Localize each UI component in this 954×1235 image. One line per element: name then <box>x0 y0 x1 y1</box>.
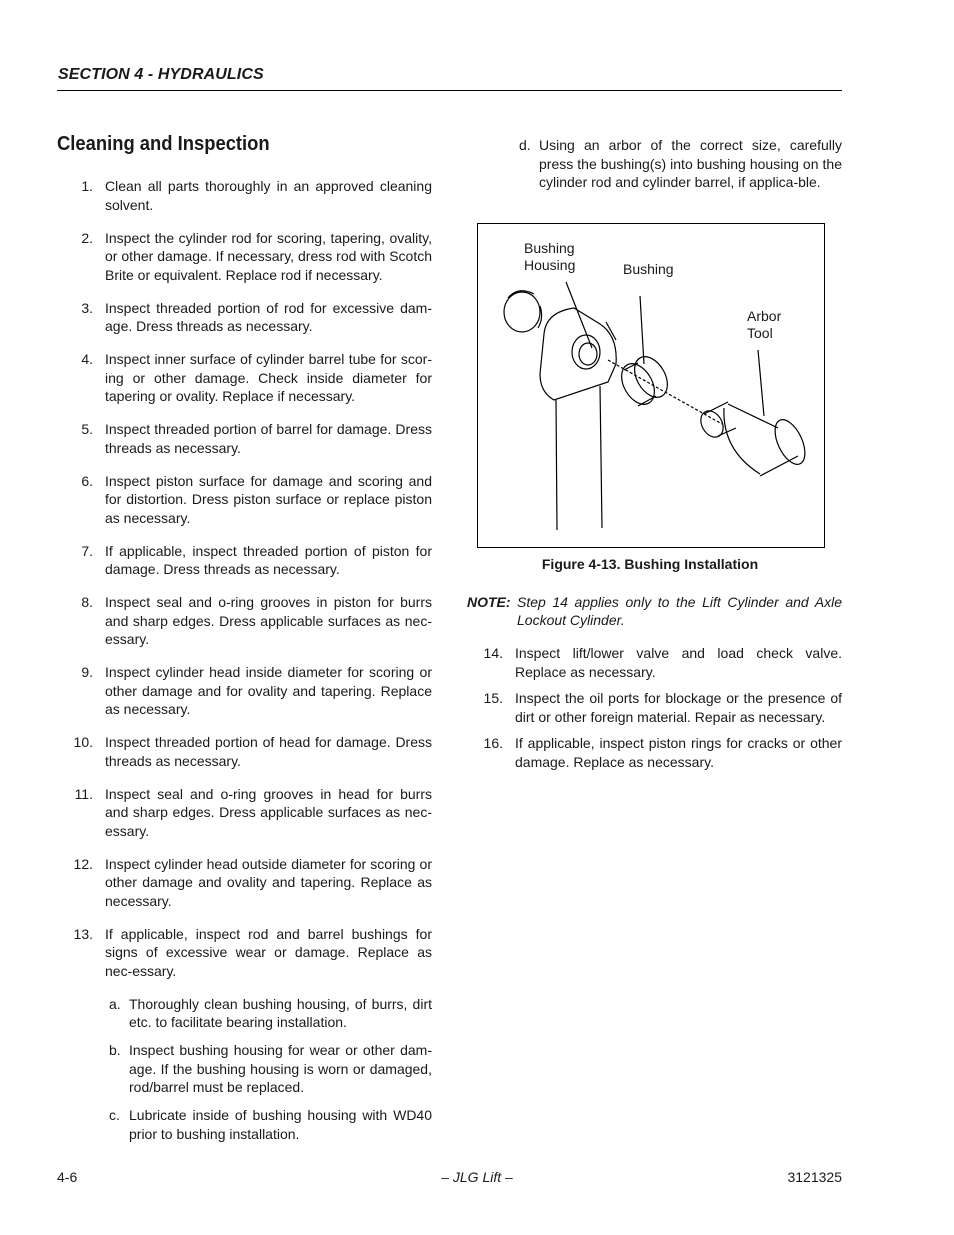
right-column-top <box>467 136 842 192</box>
item-number: 9. <box>81 664 93 680</box>
item-text: If applicable, inspect rod and barrel bushings for signs of excessive wear or damage. Replace as nec-essary. <box>105 925 432 979</box>
item-number: 11. <box>74 785 93 802</box>
list-item <box>467 644 842 681</box>
page-number: 4-6 <box>57 1169 78 1185</box>
header-rule <box>57 90 842 91</box>
item-text: Inspect cylinder head outside diameter for scoring or other damage and ovality and tapering. Replace as necessary. <box>105 855 432 909</box>
subitem-text: Inspect bushing housing for wear or other dam-age. If the bushing housing is worn or damaged, rod/barrel must be replaced. <box>129 1042 432 1095</box>
subitem-letter: d. <box>519 137 531 153</box>
label-line: Arbor <box>747 308 782 324</box>
item-text: Inspect threaded portion of barrel for damage. Dress threads as necessary. <box>105 421 432 456</box>
label-line: Bushing <box>524 240 575 256</box>
list-item <box>57 177 432 214</box>
list-item <box>57 663 432 719</box>
list-item <box>57 299 432 336</box>
item-text: Inspect threaded portion of rod for excessive dam-age. Dress threads as necessary. <box>105 299 432 334</box>
subitem-text: Lubricate inside of bushing housing with WD40 prior to bushing installation. <box>129 1107 432 1142</box>
item-text: Inspect the cylinder rod for scoring, tapering, ovality, or other damage. If necessary, dress rod with Scotch Brite or equivalent. Replace rod if necessary. <box>105 229 432 283</box>
item-text: Inspect inner surface of cylinder barrel tube for scor-ing or other damage. Check inside diameter for tapering or ovality. Replace if necessary. <box>105 351 432 404</box>
subitem-text: Thoroughly clean bushing housing, of burrs, dirt etc. to facilitate bearing installation. <box>129 995 432 1030</box>
label-line: Housing <box>524 257 576 273</box>
item-number: 15. <box>483 690 503 706</box>
sub-list-item <box>57 995 432 1032</box>
list-item <box>57 350 432 406</box>
label-line: Tool <box>747 325 773 341</box>
item-text: Inspect seal and o-ring grooves in piston for burrs and sharp edges. Dress applicable surfaces as nec-essary. <box>105 594 432 647</box>
list-item <box>467 734 842 771</box>
bushing-installation-figure <box>477 223 825 548</box>
item-text: Inspect piston surface for damage and scoring and for distortion. Dress piston surface or replace piston as necessary. <box>105 472 432 526</box>
item-number: 6. <box>81 472 93 489</box>
item-text: Inspect threaded portion of head for damage. Dress threads as necessary. <box>105 734 432 769</box>
item-number: 5. <box>81 421 93 437</box>
item-number: 1. <box>81 178 93 194</box>
note-label: NOTE: <box>467 594 511 610</box>
list-item <box>57 229 432 285</box>
note-text: Step 14 applies only to the Lift Cylinder and Axle Lockout Cylinder. <box>517 594 842 628</box>
item-number: 10. <box>73 734 93 750</box>
item-number: 2. <box>81 229 93 246</box>
list-item <box>57 420 432 457</box>
item-number: 3. <box>81 299 93 316</box>
list-item <box>57 855 432 911</box>
item-number: 4. <box>81 351 93 367</box>
document-number: 3121325 <box>787 1169 842 1185</box>
item-text: If applicable, inspect piston rings for cracks or other damage. Replace as necessary. <box>515 735 842 770</box>
label-bushing: Bushing <box>623 261 674 277</box>
item-number: 7. <box>81 542 93 559</box>
list-item <box>467 689 842 726</box>
item-text: Clean all parts thoroughly in an approved cleaning solvent. <box>105 178 432 213</box>
list-item <box>57 542 432 579</box>
list-item <box>57 925 432 981</box>
subitem-letter: a. <box>109 995 121 1012</box>
footer-brand: – JLG Lift – <box>441 1169 513 1185</box>
figure-caption: Figure 4-13. Bushing Installation <box>541 556 759 572</box>
list-item <box>57 593 432 649</box>
label-bushing-housing <box>524 240 575 274</box>
sub-list-item <box>467 136 842 192</box>
item-text: Inspect cylinder head inside diameter for scoring or other damage and for ovality and tapering. Replace as necessary. <box>105 664 432 717</box>
item-text: Inspect the oil ports for blockage or the presence of dirt or other foreign material. Repair as necessary. <box>515 690 842 725</box>
item-number: 12. <box>73 855 93 872</box>
subitem-letter: b. <box>109 1042 121 1058</box>
section-header: SECTION 4 - HYDRAULICS <box>58 66 264 83</box>
left-column <box>57 177 432 1153</box>
sub-list-item <box>57 1041 432 1097</box>
item-text: If applicable, inspect threaded portion of piston for damage. Dress threads as necessary. <box>105 542 432 577</box>
list-item <box>57 785 432 841</box>
list-item <box>57 472 432 528</box>
item-text: Inspect lift/lower valve and load check valve. Replace as necessary. <box>515 645 842 680</box>
list-item <box>57 733 432 770</box>
label-arbor-tool <box>747 308 781 342</box>
note <box>467 593 842 629</box>
item-number: 8. <box>81 594 93 610</box>
item-number: 16. <box>483 735 503 751</box>
item-text: Inspect seal and o-ring grooves in head for burrs and sharp edges. Dress applicable surfaces as nec-essary. <box>105 785 432 839</box>
page-title: Cleaning and Inspection <box>57 133 270 155</box>
item-number: 14. <box>483 645 503 661</box>
sub-list-item <box>57 1106 432 1143</box>
subitem-letter: c. <box>109 1107 120 1123</box>
item-number: 13. <box>73 925 93 942</box>
subitem-text: Using an arbor of the correct size, carefully press the bushing(s) into bushing housing on the cylinder rod and cylinder barrel, if applica-ble. <box>539 137 842 190</box>
right-column-list <box>467 644 842 779</box>
